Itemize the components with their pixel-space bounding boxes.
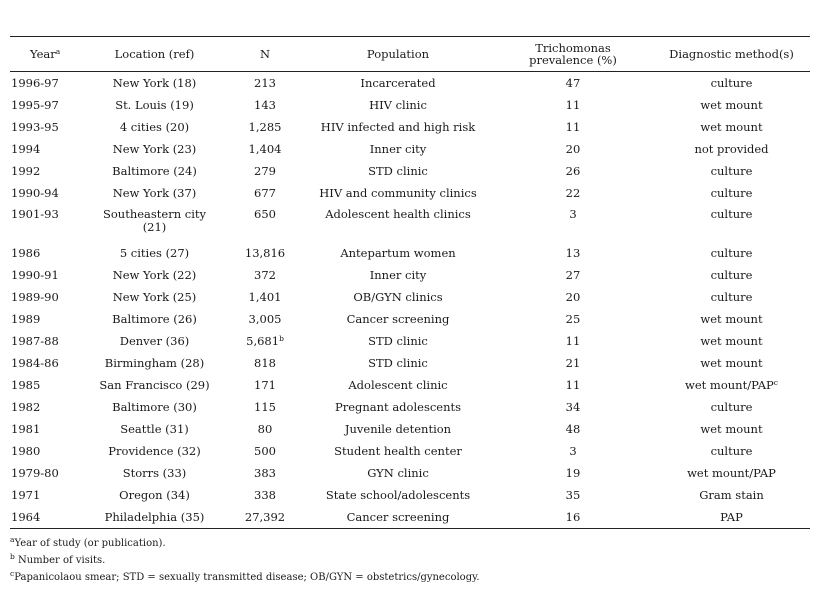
cell-method: not provided bbox=[694, 141, 769, 156]
cell-location: Baltimore (24) bbox=[112, 163, 197, 178]
cell-location: Birmingham (28) bbox=[104, 355, 205, 370]
cell-prevalence: 35 bbox=[565, 487, 581, 502]
cell-population: Cancer screening bbox=[346, 311, 450, 326]
table-row bbox=[10, 330, 810, 352]
cell-location: New York (25) bbox=[112, 289, 197, 304]
footnote-mark: c bbox=[10, 569, 15, 578]
cell-year: 1971 bbox=[11, 487, 41, 502]
cell-method: wet mount bbox=[700, 119, 763, 134]
cell-prevalence: 20 bbox=[565, 289, 581, 304]
cell-prevalence: 11 bbox=[565, 377, 581, 392]
cell-n: 27,392 bbox=[244, 509, 286, 524]
cell-location: San Francisco (29) bbox=[99, 377, 210, 392]
footnote-b bbox=[10, 552, 106, 567]
cell-method: wet mount bbox=[700, 333, 763, 348]
trichomonas-prevalence-table bbox=[10, 36, 810, 529]
cell-location: Oregon (34) bbox=[119, 487, 190, 502]
cell-location: Storrs (33) bbox=[122, 465, 187, 480]
cell-population: State school/adolescents bbox=[325, 487, 471, 502]
cell-method: culture bbox=[710, 267, 753, 282]
footnote-a bbox=[10, 535, 166, 550]
cell-year: 1980 bbox=[11, 443, 41, 458]
cell-year: 1901-93 bbox=[11, 207, 59, 221]
header-prevalence: Trichomonas prevalence (%) bbox=[529, 40, 617, 67]
cell-location: Philadelphia (35) bbox=[104, 509, 205, 524]
cell-n: 171 bbox=[254, 377, 276, 392]
cell-method: wet mount/PAP bbox=[687, 465, 776, 480]
table-body bbox=[10, 72, 810, 529]
cell-location: New York (18) bbox=[112, 75, 197, 90]
n-footnote-mark: b bbox=[279, 333, 284, 343]
table-row bbox=[10, 182, 810, 204]
cell-year: 1987-88 bbox=[11, 333, 59, 348]
cell-prevalence: 26 bbox=[565, 163, 581, 178]
cell-population: Inner city bbox=[369, 141, 427, 156]
cell-population: OB/GYN clinics bbox=[353, 289, 443, 304]
cell-location: Southeastern city (21) bbox=[102, 207, 207, 234]
header-year: Year$^a$ bbox=[30, 46, 61, 61]
cell-year: 1989 bbox=[11, 311, 41, 326]
cell-method: wet mount bbox=[700, 97, 763, 112]
cell-year: 1990-94 bbox=[11, 185, 59, 200]
cell-n: 279 bbox=[254, 163, 276, 178]
cell-location: Providence (32) bbox=[108, 443, 201, 458]
header-n: N bbox=[259, 46, 271, 61]
cell-year: 1982 bbox=[11, 399, 41, 414]
cell-prevalence: 3 bbox=[569, 443, 577, 458]
cell-prevalence: 25 bbox=[565, 311, 581, 326]
cell-method: culture bbox=[710, 443, 753, 458]
header-location: Location (ref) bbox=[114, 46, 195, 61]
table-row bbox=[10, 440, 810, 462]
cell-prevalence: 13 bbox=[565, 245, 581, 260]
cell-prevalence: 11 bbox=[565, 333, 581, 348]
cell-prevalence: 27 bbox=[565, 267, 581, 282]
header-population: Population bbox=[366, 46, 430, 61]
table-row bbox=[10, 264, 810, 286]
cell-population: HIV clinic bbox=[369, 97, 427, 112]
cell-location: New York (37) bbox=[112, 185, 197, 200]
cell-population: Inner city bbox=[369, 267, 427, 282]
cell-method: wet mount bbox=[700, 355, 763, 370]
cell-population: Pregnant adolescents bbox=[334, 399, 462, 414]
header-diagnostic-method: Diagnostic method(s) bbox=[669, 46, 794, 61]
cell-year: 1986 bbox=[11, 245, 41, 260]
cell-method: culture bbox=[710, 163, 753, 178]
table-row bbox=[10, 286, 810, 308]
method-footnote-mark: c bbox=[773, 377, 778, 387]
cell-n: 500 bbox=[254, 443, 276, 458]
cell-method: PAP bbox=[720, 509, 743, 524]
table-row bbox=[10, 396, 810, 418]
cell-n: 677 bbox=[254, 185, 276, 200]
footnote-text: Papanicolaou smear; STD = sexually transmitted disease; OB/GYN = obstetrics/gynecology. bbox=[14, 572, 480, 583]
cell-method: culture bbox=[710, 207, 753, 221]
cell-location: Baltimore (30) bbox=[112, 399, 197, 414]
cell-prevalence: 3 bbox=[569, 207, 577, 221]
table-row bbox=[10, 352, 810, 374]
cell-n: 213 bbox=[254, 75, 276, 90]
header-year-footnote-mark: a bbox=[55, 46, 61, 56]
cell-n: 115 bbox=[254, 399, 276, 414]
cell-population: Adolescent health clinics bbox=[325, 207, 471, 221]
cell-population: Adolescent clinic bbox=[348, 377, 448, 392]
footnote-text: Year of study (or publication). bbox=[14, 538, 166, 549]
table-row bbox=[10, 462, 810, 484]
cell-n: 3,005 bbox=[248, 311, 282, 326]
cell-method: wet mount bbox=[700, 421, 763, 436]
cell-prevalence: 48 bbox=[565, 421, 581, 436]
cell-year: 1992 bbox=[11, 163, 41, 178]
cell-location: 5 cities (27) bbox=[119, 245, 190, 260]
cell-method: culture bbox=[710, 289, 753, 304]
cell-year: 1996-97 bbox=[11, 75, 59, 90]
cell-n: 13,816 bbox=[244, 245, 286, 260]
footnote-mark: b bbox=[10, 552, 15, 561]
cell-population: Juvenile detention bbox=[344, 421, 452, 436]
cell-location: Seattle (31) bbox=[120, 421, 189, 436]
cell-n: 80 bbox=[257, 421, 273, 436]
cell-prevalence: 47 bbox=[565, 75, 581, 90]
cell-n: 1,401 bbox=[248, 289, 282, 304]
cell-population: Incarcerated bbox=[360, 75, 436, 90]
cell-method: culture bbox=[710, 75, 753, 90]
table-row bbox=[10, 72, 810, 95]
cell-location: Baltimore (26) bbox=[112, 311, 197, 326]
cell-year: 1990-91 bbox=[11, 267, 59, 282]
cell-population: Cancer screening bbox=[346, 509, 450, 524]
cell-method: culture bbox=[710, 185, 753, 200]
cell-method: wet mount/PAP$^c$ bbox=[685, 377, 778, 392]
cell-year: 1995-97 bbox=[11, 97, 59, 112]
cell-n: 1,285 bbox=[248, 119, 282, 134]
cell-method: wet mount bbox=[700, 311, 763, 326]
cell-population: Student health center bbox=[334, 443, 462, 458]
cell-year: 1993-95 bbox=[11, 119, 59, 134]
cell-prevalence: 16 bbox=[565, 509, 581, 524]
table-header bbox=[10, 37, 810, 72]
table-row bbox=[10, 308, 810, 330]
cell-method: culture bbox=[710, 245, 753, 260]
cell-location: 4 cities (20) bbox=[119, 119, 190, 134]
table-row bbox=[10, 204, 810, 242]
header-row bbox=[10, 37, 810, 72]
cell-prevalence: 11 bbox=[565, 97, 581, 112]
footnote-mark: a bbox=[10, 535, 15, 544]
cell-method: culture bbox=[710, 399, 753, 414]
cell-n: 372 bbox=[254, 267, 276, 282]
table-row bbox=[10, 160, 810, 182]
table-row bbox=[10, 116, 810, 138]
cell-prevalence: 20 bbox=[565, 141, 581, 156]
cell-prevalence: 21 bbox=[565, 355, 581, 370]
cell-location: Denver (36) bbox=[119, 333, 190, 348]
cell-year: 1985 bbox=[11, 377, 41, 392]
cell-population: STD clinic bbox=[368, 355, 428, 370]
cell-n: 143 bbox=[254, 97, 276, 112]
table-row bbox=[10, 242, 810, 264]
table-row bbox=[10, 374, 810, 396]
cell-population: Antepartum women bbox=[340, 245, 456, 260]
cell-prevalence: 34 bbox=[565, 399, 581, 414]
cell-population: STD clinic bbox=[368, 333, 428, 348]
cell-year: 1979-80 bbox=[11, 465, 59, 480]
cell-year: 1984-86 bbox=[11, 355, 59, 370]
cell-population: GYN clinic bbox=[367, 465, 429, 480]
table-row bbox=[10, 138, 810, 160]
table-row bbox=[10, 418, 810, 440]
cell-prevalence: 19 bbox=[565, 465, 581, 480]
cell-location: New York (22) bbox=[112, 267, 197, 282]
table-row bbox=[10, 94, 810, 116]
table-row bbox=[10, 484, 810, 506]
cell-prevalence: 11 bbox=[565, 119, 581, 134]
cell-n: 5,681$^b$ bbox=[246, 333, 284, 348]
cell-year: 1981 bbox=[11, 421, 41, 436]
cell-population: STD clinic bbox=[368, 163, 428, 178]
cell-population: HIV and community clinics bbox=[319, 185, 477, 200]
cell-method: Gram stain bbox=[699, 487, 764, 502]
footnote-text: Number of visits. bbox=[14, 555, 106, 566]
cell-n: 1,404 bbox=[248, 141, 282, 156]
cell-n: 818 bbox=[254, 355, 276, 370]
cell-n: 650 bbox=[254, 207, 276, 221]
table-row bbox=[10, 506, 810, 529]
cell-location: St. Louis (19) bbox=[115, 97, 194, 112]
footnote-c bbox=[10, 569, 480, 584]
cell-n: 383 bbox=[254, 465, 276, 480]
cell-population: HIV infected and high risk bbox=[320, 119, 476, 134]
cell-prevalence: 22 bbox=[565, 185, 581, 200]
cell-location: New York (23) bbox=[112, 141, 197, 156]
cell-n: 338 bbox=[254, 487, 276, 502]
cell-year: 1964 bbox=[11, 509, 41, 524]
cell-year: 1994 bbox=[11, 141, 41, 156]
cell-year: 1989-90 bbox=[11, 289, 59, 304]
